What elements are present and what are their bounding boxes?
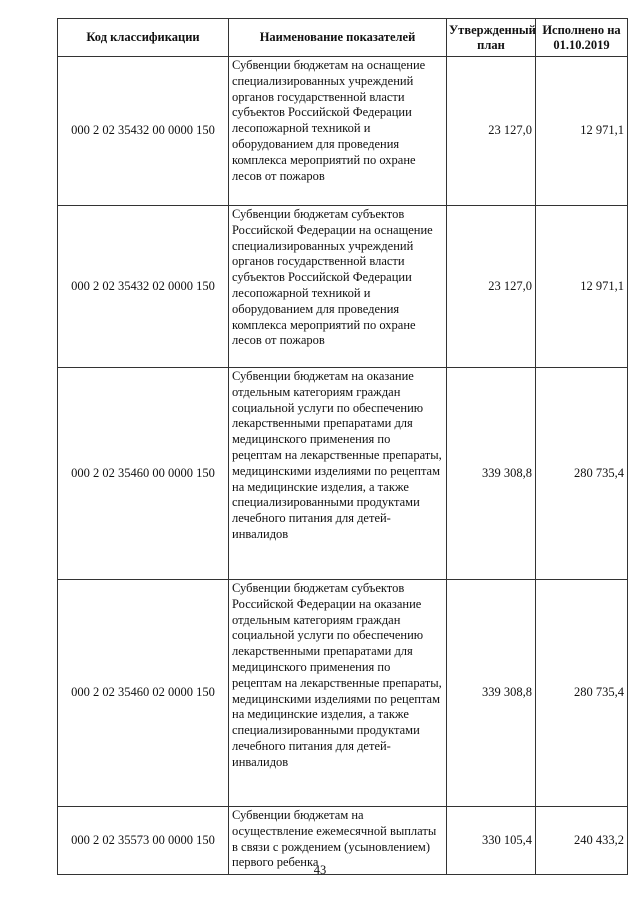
budget-table: [57, 18, 628, 875]
table-row: [58, 368, 628, 580]
header-code: Код классификации: [58, 19, 229, 57]
row-code: 000 2 02 35432 02 0000 150: [58, 206, 229, 368]
row-plan: 339 308,8: [447, 368, 536, 580]
table-row: [58, 580, 628, 807]
row-plan: 23 127,0: [447, 57, 536, 206]
row-plan: 339 308,8: [447, 580, 536, 807]
header-name: Наименование показателей: [229, 19, 447, 57]
row-name: Субвенции бюджетам на оснащение специализированных учреждений органов государственной власти субъектов Российской Федерации лесопожарной техникой и оборудованием для проведения комплекса мероприятий по охране лесов от пожаров: [229, 57, 447, 206]
row-code: 000 2 02 35460 00 0000 150: [58, 368, 229, 580]
row-done: 280 735,4: [536, 368, 628, 580]
row-name: Субвенции бюджетам субъектов Российской Федерации на оказание отдельным категориям граждан социальной услуги по обеспечению лекарственными препаратами для медицинского применения по рецептам на лекарственные препараты, медицинскими изделиями по рецептам на медицинские изделия, а также специализированными продуктами лечебного питания для детей-инвалидов: [229, 580, 447, 807]
row-done: 280 735,4: [536, 580, 628, 807]
table-row: [58, 206, 628, 368]
row-code: 000 2 02 35573 00 0000 150: [58, 807, 229, 875]
row-done: 12 971,1: [536, 57, 628, 206]
row-done: 240 433,2: [536, 807, 628, 875]
header-done: Исполнено на 01.10.2019: [536, 19, 628, 57]
row-name: Субвенции бюджетам субъектов Российской Федерации на оснащение специализированных учреждений органов государственной власти субъектов Российской Федерации лесопожарной техникой и оборудованием для проведения комплекса мероприятий по охране лесов от пожаров: [229, 206, 447, 368]
row-name: Субвенции бюджетам на осуществление ежемесячной выплаты в связи с рождением (усыновлением) первого ребенка: [229, 807, 447, 875]
row-code: 000 2 02 35432 00 0000 150: [58, 57, 229, 206]
table-row: [58, 57, 628, 206]
row-code: 000 2 02 35460 02 0000 150: [58, 580, 229, 807]
row-done: 12 971,1: [536, 206, 628, 368]
table-header-row: [58, 19, 628, 57]
row-plan: 330 105,4: [447, 807, 536, 875]
row-name: Субвенции бюджетам на оказание отдельным категориям граждан социальной услуги по обеспечению лекарственными препаратами для медицинского применения по рецептам на лекарственные препараты, медицинскими изделиями по рецептам на медицинские изделия, а также специализированными продуктами лечебного питания для детей-инвалидов: [229, 368, 447, 580]
row-plan: 23 127,0: [447, 206, 536, 368]
header-plan: Утвержденный план: [447, 19, 536, 57]
page-number: 43: [313, 863, 327, 877]
